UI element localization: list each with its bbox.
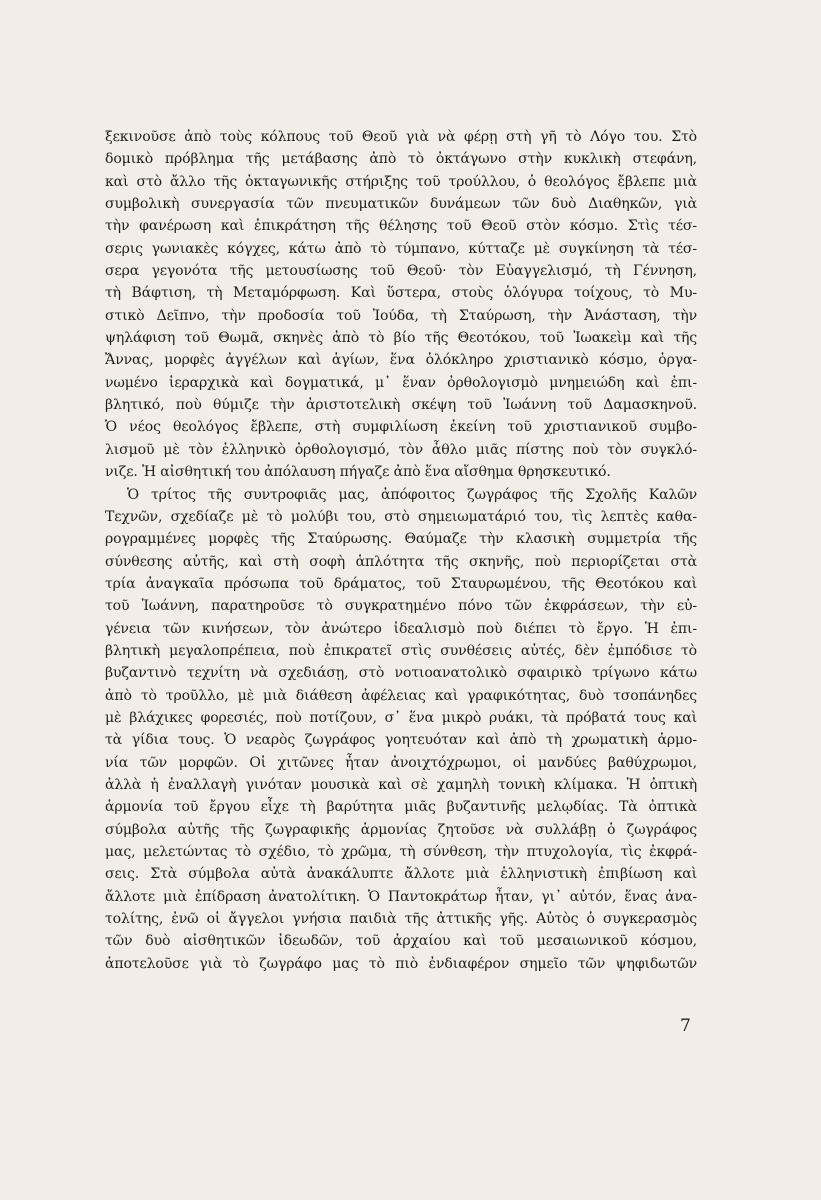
text-line: λισμοῦ μὲ τὸν ἑλληνικὸ ὀρθολογισμό, τὸν ἆθλο μιᾶς πίστης ποὺ τὸν συγκλό- <box>105 441 697 458</box>
text-line: Ὁ νέος θεολόγος ἔβλεπε, στὴ συμφιλίωση ἐκείνη τοῦ χριστιανικοῦ συμβο- <box>105 419 697 436</box>
text-line: σερα γεγονότα τῆς μετουσίωσης τοῦ Θεοῦ· τὸν Εὐαγγελισμό, τὴ Γέννηση, <box>105 263 697 280</box>
text-line: τολίτης, ἐνῶ οἱ ἄγγελοι γνήσια παιδιὰ τῆς ἀττικῆς γῆς. Αὐτὸς ὁ συγκερασμὸς <box>105 911 697 928</box>
text-line: καὶ στὸ ἄλλο τῆς ὀκταγωνικῆς στήριξης τοῦ τρούλλου, ὁ θεολόγος ἔβλεπε μιὰ <box>105 173 697 190</box>
text-line: Τεχνῶν, σχεδίαζε μὲ τὸ μολύβι του, στὸ σημειωματάριό του, τὶς λεπτὲς καθα- <box>105 508 697 525</box>
text-line: νωμένο ἱεραρχικὰ καὶ δογματικά, μ᾽ ἕναν ὀρθολογισμὸ μνημειώδη καὶ ἐπι- <box>105 374 697 391</box>
text-line: τὴ Βάφτιση, τὴ Μεταμόρφωση. Καὶ ὕστερα, στοὺς ὁλόγυρα τοίχους, τὸ Μυ- <box>105 285 697 302</box>
text-line: σεις. Στὰ σύμβολα αὐτὰ ἀνακάλυπτε ἄλλοτε μιὰ ἑλληνιστικὴ ἐπιβίωση καὶ <box>105 866 697 883</box>
text-line: δομικὸ πρόβλημα τῆς μετάβασης ἀπὸ τὸ ὀκτάγωνο στὴν κυκλικὴ στεφάνη, <box>105 151 697 168</box>
text-line: ρογραμμένες μορφὲς τῆς Σταύρωσης. Θαύμαζε τὴν κλασικὴ συμμετρία τῆς <box>105 531 697 548</box>
text-line: συμβολικὴ συνεργασία τῶν πνευματικῶν δυνάμεων τῶν δυὸ Διαθηκῶν, γιὰ <box>105 196 697 213</box>
text-line: Ὁ τρίτος τῆς συντροφιᾶς μας, ἀπόφοιτος ζωγράφος τῆς Σχολῆς Καλῶν <box>127 486 697 503</box>
text-line: τρία ἀναγκαῖα πρόσωπα τοῦ δράματος, τοῦ Σταυρωμένου, τῆς Θεοτόκου καὶ <box>105 575 697 592</box>
text-line: ἁρμονία τοῦ ἔργου εἶχε τὴ βαρύτητα μιᾶς βυζαντινῆς μελῳδίας. Τὰ ὀπτικὰ <box>105 799 697 816</box>
text-line: τὰ γίδια τους. Ὁ νεαρὸς ζωγράφος γοητευόταν καὶ ἀπὸ τὴ χρωματικὴ ἁρμο- <box>105 732 697 749</box>
text-line: βυζαντινὸ τεχνίτη νὰ σχεδιάσῃ, στὸ νοτιοανατολικὸ σφαιρικὸ τρίγωνο κάτω <box>105 665 697 682</box>
text-line: μὲ βλάχικες φορεσιές, ποὺ ποτίζουν, σ᾽ ἕνα μικρὸ ρυάκι, τὰ πρόβατά τους καὶ <box>105 709 697 726</box>
text-line: ἄλλοτε μιὰ ἐπίδραση ἀνατολίτικη. Ὁ Παντοκράτωρ ἦταν, γι᾽ αὐτόν, ἕνας ἀνα- <box>105 888 697 905</box>
body-text <box>105 126 697 975</box>
page-number: 7 <box>680 1016 691 1036</box>
text-line: ξεκινοῦσε ἀπὸ τοὺς κόλπους τοῦ Θεοῦ γιὰ νὰ φέρῃ στὴ γῆ τὸ Λόγο του. Στὸ <box>105 129 697 145</box>
text-line: τῶν δυὸ αἰσθητικῶν ἰδεωδῶν, τοῦ ἀρχαίου καὶ τοῦ μεσαιωνικοῦ κόσμου, <box>105 933 697 950</box>
text-line: Ἄννας, μορφὲς ἀγγέλων καὶ ἁγίων, ἕνα ὁλόκληρο χριστιανικὸ κόσμο, ὀργα- <box>105 352 697 369</box>
text-line: τὴν φανέρωση καὶ ἐπικράτηση τῆς θέλησης τοῦ Θεοῦ στὸν κόσμο. Στὶς τέσ- <box>105 218 697 235</box>
text-line: νία τῶν μορφῶν. Οἱ χιτῶνες ἦταν ἀνοιχτόχρωμοι, οἱ μανδύες βαθύχρωμοι, <box>105 754 697 771</box>
text-line: ἀποτελοῦσε γιὰ τὸ ζωγράφο μας τὸ πιὸ ἐνδιαφέρον σημεῖο τῶν ψηφιδωτῶν <box>105 955 697 972</box>
text-line: σύνθεσης αὐτῆς, καὶ στὴ σοφὴ ἁπλότητα τῆς σκηνῆς, ποὺ περιορίζεται στὰ <box>105 553 697 570</box>
text-line: μας, μελετώντας τὸ σχέδιο, τὸ χρῶμα, τὴ σύνθεση, τὴν πτυχολογία, τὶς ἐκφρά- <box>105 844 697 860</box>
text-line: ἀπὸ τὸ τροῦλλο, μὲ μιὰ διάθεση ἀφέλειας καὶ γραφικότητας, δυὸ τσοπάνηδες <box>105 687 697 704</box>
text-line: ἀλλὰ ἡ ἐναλλαγὴ γινόταν μουσικὰ καὶ σὲ χαμηλὴ τονικὴ κλίμακα. Ἡ ὀπτικὴ <box>105 776 697 793</box>
text-line: στικὸ Δεῖπνο, τὴν προδοσία τοῦ Ἰούδα, τὴ Σταύρωση, τὴν Ἀνάσταση, τὴν <box>105 307 697 324</box>
text-line: βλητικό, ποὺ θύμιζε τὴν ἀριστοτελικὴ σκέψη τοῦ Ἰωάννη τοῦ Δαμασκηνοῦ. <box>105 397 697 414</box>
text-line: ψηλάφιση τοῦ Θωμᾶ, σκηνὲς ἀπὸ τὸ βίο τῆς Θεοτόκου, τοῦ Ἰωακεὶμ καὶ τῆς <box>105 330 697 347</box>
text-line: γένεια τῶν κινήσεων, τὸν ἀνώτερο ἰδεαλισμὸ ποὺ διέπει τὸ ἔργο. Ἡ ἐπι- <box>105 620 697 637</box>
text-line: τοῦ Ἰωάννη, παρατηροῦσε τὸ συγκρατημένο πόνο τῶν ἐκφράσεων, τὴν εὐ- <box>105 598 697 615</box>
text-line: νιζε. Ἡ αἰσθητική του ἀπόλαυση πήγαζε ἀπὸ ἕνα αἴσθημα θρησκευτικό. <box>105 464 611 481</box>
text-line: σύμβολα αὐτῆς τῆς ζωγραφικῆς ἁρμονίας ζητοῦσε νὰ συλλάβῃ ὁ ζωγράφος <box>105 821 697 838</box>
text-line: σερις γωνιακὲς κόγχες, κάτω ἀπὸ τὸ τύμπανο, κύτταζε μὲ συγκίνηση τὰ τέσ- <box>105 240 697 257</box>
text-line: βλητικὴ μεγαλοπρέπεια, ποὺ ἐπικρατεῖ στὶς συνθέσεις αὐτές, δὲν ἐμπόδισε τὸ <box>105 642 697 659</box>
